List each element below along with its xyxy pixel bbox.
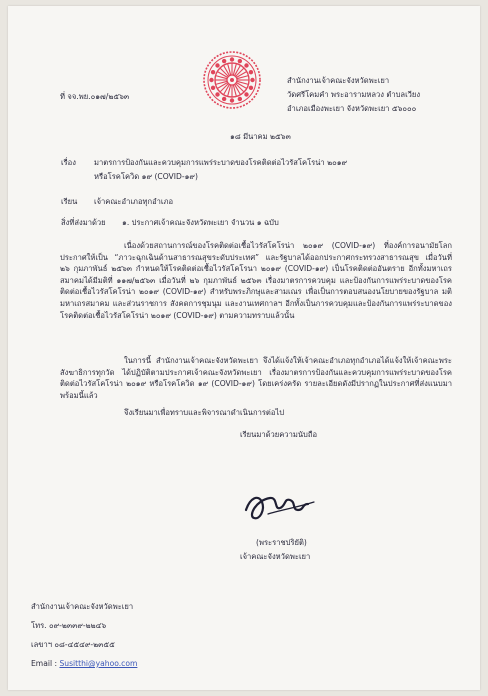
seal-petal — [230, 57, 234, 61]
seal-petal — [209, 78, 213, 82]
seal-petal — [211, 70, 215, 74]
enclosure-label: สิ่งที่ส่งมาด้วย — [61, 218, 106, 227]
seal-petal — [250, 78, 254, 82]
seal-petal — [238, 97, 242, 101]
sender-office: สำนักงานเจ้าคณะจังหวัดพะเยา — [287, 76, 390, 85]
email-label: Email : — [31, 659, 58, 668]
document-page — [8, 6, 480, 690]
to-label: เรียน — [61, 197, 78, 206]
subject-line-2: หรือโรคโควิด ๑๙ (COVID-๑๙) — [94, 172, 198, 181]
seal-petal — [222, 97, 226, 101]
seal-petal — [238, 59, 242, 63]
subject-label: เรื่อง — [61, 158, 76, 167]
seal-petal — [249, 70, 253, 74]
footer-office: สำนักงานเจ้าคณะจังหวัดพะเยา — [31, 602, 134, 611]
body-paragraph-3: จึงเรียนมาเพื่อทราบและพิจารณาดำเนินการต่อไป — [124, 408, 285, 417]
seal-petal — [215, 63, 219, 67]
seal-petal — [222, 59, 226, 63]
seal-petal — [230, 98, 234, 102]
seal-petal — [244, 63, 248, 67]
enclosure-value: ๑. ประกาศเจ้าคณะจังหวัดพะเยา จำนวน ๑ ฉบับ — [122, 218, 279, 227]
footer-phone: โทร. ๐๙-๒๓๓๙-๒๒๔๖ — [31, 621, 107, 630]
sender-district: อำเภอเมืองพะเยา จังหวัดพะเยา ๕๖๐๐๐ — [287, 104, 417, 113]
signer-name: (พระราชปริยัติ) — [256, 538, 307, 547]
seal-petal — [215, 92, 219, 96]
handwritten-signature — [240, 480, 320, 530]
email-link[interactable]: Susitthi@yahoo.com — [59, 659, 138, 668]
reference-number: ที่ จจ.พย.๐๑๗/๒๕๖๓ — [60, 92, 130, 101]
signer-title: เจ้าคณะจังหวัดพะเยา — [240, 552, 311, 561]
sender-temple: วัดศรีโคมคำ พระอารามหลวง ตำบลเวียง — [287, 90, 421, 99]
footer-fax: เลขาฯ ๐๘-๔๕๔๙-๒๓๕๕ — [31, 640, 115, 649]
seal-petal — [244, 92, 248, 96]
body-paragraph-2: ในการนี้ สำนักงานเจ้าคณะจังหวัดพะเยา จึงได้แจ้งให้เจ้าคณะอำเภอทุกอำเภอได้แจ้งให้เจ้าคณะพระสังฆาธิการทุกวัด ได้ปฏิบัติตามประกาศเจ้าคณะจังหวัดพะเยา เรื่องมาตรการป้องกันและควบคุมการแพร่ระบาดของโรคติดต่อไวรัสโคโรน่า ๒๐๑๙ หรือโรคโควิด ๑๙ (COVID-๑๙) โดยเคร่งครัด รายละเอียดดังมีปรากฏในประกาศที่ส่งแนบมาพร้อมนี้แล้ว — [60, 356, 452, 400]
dharma-wheel-seal-icon — [202, 50, 262, 110]
to-value: เจ้าคณะอำเภอทุกอำเภอ — [94, 197, 174, 206]
closing-salutation: เรียนมาด้วยความนับถือ — [240, 430, 318, 439]
letter-date: ๑๘ มีนาคม ๒๕๖๓ — [230, 132, 291, 141]
seal-petal — [211, 86, 215, 90]
seal-petal — [249, 86, 253, 90]
body-paragraph-1: เนื่องด้วยสถานการณ์ของโรคติดต่อเชื้อไวรัสโคโรน่า ๒๐๑๙ (COVID-๑๙) ที่องค์การอนามัยโลก ประกาศให้เป็น “ภาวะฉุกเฉินด้านสาธารณสุขระดับประเทศ” และรัฐบาลได้ออกประกาศกระทรวงสาธารณสุข เมื่อวันที่ ๒๖ กุมภาพันธ์ ๒๕๖๓ กำหนดให้โรคติดต่อเชื้อไวรัสโคโรนา ๒๐๑๙ (COVID-๑๙) เป็นโรคติดต่ออันตราย อีกทั้งมหาเถรสมาคมได้มีมติที่ ๑๑๗/๒๕๖๓ เมื่อวันที่ ๒๖ กุมภาพันธ์ ๒๕๖๓ เรื่องมาตรการควบคุม และป้องกันการแพร่ระบาดของโรคติดต่อเชื้อไวรัสโคโรน่า ๒๐๑๙ (COVID-๑๙) สำหรับพระภิกษุและสามเณร เพื่อเป็นการตอบสนองนโยบายของรัฐบาล มติมหาเถรสมาคม และส่วนราชการ สังคดการชุมนุม และงานเทศกาลฯ อีกทั้งเป็นการควบคุมและป้องกันการแพร่ระบาดของโรคติดต่อเชื้อไวรัสโคโรน่า ๒๐๑๙ (COVID-๑๙) ตามความทราบแล้วนั้น — [60, 241, 452, 320]
subject-line-1: มาตรการป้องกันและควบคุมการแพร่ระบาดของโรคติดต่อไวรัสโคโรน่า ๒๐๑๙ — [94, 158, 348, 167]
footer-email-row — [31, 659, 137, 669]
